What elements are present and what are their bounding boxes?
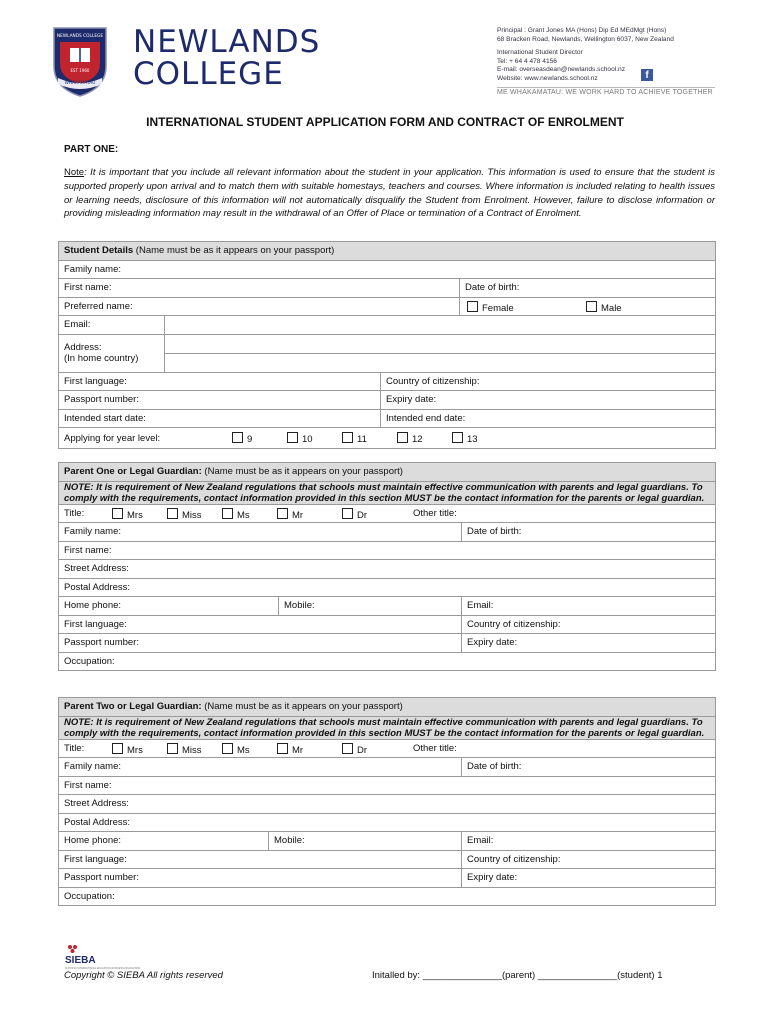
parent-two-table (58, 697, 716, 906)
address-line: 68 Bracken Road, Newlands, Wellington 6037, New Zealand (497, 35, 674, 43)
student-address-line-1[interactable] (165, 334, 716, 353)
parent-one-miss-checkbox[interactable] (167, 508, 178, 519)
female-checkbox[interactable] (467, 301, 478, 312)
parent-one-occupation-field[interactable]: Occupation: (59, 652, 716, 671)
form-title: INTERNATIONAL STUDENT APPLICATION FORM AND CONTRACT OF ENROLMENT (146, 115, 624, 129)
intro-note (64, 166, 715, 221)
parent-one-mr-checkbox[interactable] (277, 508, 288, 519)
year-level-row: Applying for year level: 9 10 11 12 13 (59, 428, 716, 449)
svg-text:EST 1960: EST 1960 (70, 68, 90, 73)
student-expiry-field[interactable]: Expiry date: (381, 391, 716, 410)
student-first-language-field[interactable]: First language: (59, 372, 381, 391)
gender-options: Female Male (460, 297, 716, 316)
website-line: Website: www.newlands.school.nz (497, 74, 598, 82)
parent-one-street-field[interactable]: Street Address: (59, 560, 716, 579)
student-email-field[interactable] (165, 316, 716, 335)
parent-two-other-title[interactable]: Other title: (413, 742, 457, 754)
parent-two-email-field[interactable]: Email: (462, 832, 716, 851)
parent-one-dr-checkbox[interactable] (342, 508, 353, 519)
student-family-name-field[interactable]: Family name: (59, 260, 716, 279)
student-preferred-name-field[interactable]: Preferred name: (59, 297, 460, 316)
school-name-line-2: COLLEGE (133, 56, 284, 92)
svg-text:SCHOOLS INTERNATIONAL EDUCATIO: SCHOOLS INTERNATIONAL EDUCATION BUSINESS ASSOCIATION (65, 967, 141, 970)
parent-two-miss-checkbox[interactable] (167, 743, 178, 754)
parent-one-note: NOTE: It is requirement of New Zealand regulations that schools must maintain effective communication with parents and legal guardians. To comply with the requirements, contact information provided in this section MUST be the contact information for the parents or legal guardian. (59, 481, 716, 504)
parent-two-section-header: Parent Two or Legal Guardian: (Name must be as it appears on your passport) (59, 698, 716, 717)
parent-one-other-title[interactable]: Other title: (413, 507, 457, 519)
school-name (133, 26, 320, 90)
parent-two-family-name-field[interactable]: Family name: (59, 758, 462, 777)
student-address-line-2[interactable] (165, 353, 716, 372)
year-12-checkbox[interactable] (397, 432, 408, 443)
parent-two-street-field[interactable]: Street Address: (59, 795, 716, 814)
parent-two-title-row: Title: Mrs Miss Ms Mr Dr Other title: (59, 739, 716, 758)
part-heading: PART ONE: (64, 144, 119, 155)
copyright-text: Copyright © SIEBA All rights reserved (64, 970, 223, 981)
svg-text:NEWLANDS COLLEGE: NEWLANDS COLLEGE (56, 34, 104, 39)
parent-one-ms-checkbox[interactable] (222, 508, 233, 519)
student-details-table (58, 241, 716, 449)
parent-one-citizenship-field[interactable]: Country of citizenship: (462, 615, 716, 634)
school-motto: ME WHAKAMATAU: WE WORK HARD TO ACHIEVE TOGETHER (497, 87, 715, 96)
year-9-checkbox[interactable] (232, 432, 243, 443)
student-section-header: Student Details (Name must be as it appears on your passport) (59, 242, 716, 261)
sieba-logo (64, 944, 144, 970)
year-11-checkbox[interactable] (342, 432, 353, 443)
parent-two-passport-field[interactable]: Passport number: (59, 869, 462, 888)
year-13-checkbox[interactable] (452, 432, 463, 443)
email-line: E-mail: overseasdean@newlands.school.nz (497, 66, 626, 74)
parent-two-dr-checkbox[interactable] (342, 743, 353, 754)
parent-one-title-row: Title: Mrs Miss Ms Mr Dr Other title: (59, 504, 716, 523)
parent-one-home-phone-field[interactable]: Home phone: (59, 597, 279, 616)
parent-two-first-name-field[interactable]: First name: (59, 776, 716, 795)
college-crest-logo (52, 26, 108, 98)
svg-text:WHAKAMATAU: WHAKAMATAU (64, 81, 96, 86)
initialled-by-line[interactable]: Initalled by: _______________(parent) _______________(student) 1 (372, 970, 663, 981)
parent-one-expiry-field[interactable]: Expiry date: (462, 634, 716, 653)
student-citizenship-field[interactable]: Country of citizenship: (381, 372, 716, 391)
parent-one-first-name-field[interactable]: First name: (59, 541, 716, 560)
parent-two-note: NOTE: It is requirement of New Zealand regulations that schools must maintain effective communication with parents and legal guardians. To comply with the requirements, contact information provided in this section MUST be the contact information for the parents or legal guardian. (59, 716, 716, 739)
parent-two-citizenship-field[interactable]: Country of citizenship: (462, 850, 716, 869)
note-label: Note (64, 167, 85, 178)
parent-one-mrs-checkbox[interactable] (112, 508, 123, 519)
student-dob-field[interactable]: Date of birth: (460, 279, 716, 298)
parent-one-table (58, 462, 716, 671)
parent-two-occupation-field[interactable]: Occupation: (59, 887, 716, 906)
parent-two-expiry-field[interactable]: Expiry date: (462, 869, 716, 888)
director-line: International Student Director (497, 49, 583, 57)
student-address-label: Address: (In home country) (59, 334, 165, 372)
parent-two-mobile-field[interactable]: Mobile: (269, 832, 462, 851)
parent-one-section-header: Parent One or Legal Guardian: (Name must be as it appears on your passport) (59, 463, 716, 482)
parent-one-first-language-field[interactable]: First language: (59, 615, 462, 634)
parent-one-postal-field[interactable]: Postal Address: (59, 578, 716, 597)
parent-two-home-phone-field[interactable]: Home phone: (59, 832, 269, 851)
year-10-checkbox[interactable] (287, 432, 298, 443)
parent-one-passport-field[interactable]: Passport number: (59, 634, 462, 653)
parent-two-mr-checkbox[interactable] (277, 743, 288, 754)
parent-two-first-language-field[interactable]: First language: (59, 850, 462, 869)
student-start-date-field[interactable]: Intended start date: (59, 409, 381, 428)
parent-two-postal-field[interactable]: Postal Address: (59, 813, 716, 832)
note-text: : It is important that you include all relevant information about the student in your application. This information is used to ensure that the student is supported properly upon arrival and to match them with suitable homestays, teachers and courses. Where information is included relating to health issues or learning needs, disclosure of this information will not automatically disqualify the Student from Enrolment. However, failure to disclose information or providing misleading information may result in the withdrawal of an Offer of Place or termination of a Contract of Enrolment. (64, 167, 715, 220)
parent-two-ms-checkbox[interactable] (222, 743, 233, 754)
school-name-line-1: NEWLANDS (133, 24, 321, 60)
svg-text:SIEBA: SIEBA (65, 955, 96, 966)
parent-one-dob-field[interactable]: Date of birth: (462, 523, 716, 542)
facebook-icon[interactable]: f (641, 69, 653, 81)
student-first-name-field[interactable]: First name: (59, 279, 460, 298)
male-checkbox[interactable] (586, 301, 597, 312)
student-end-date-field[interactable]: Intended end date: (381, 409, 716, 428)
phone-line: Tel: + 64 4 478 4156 (497, 57, 557, 65)
parent-one-mobile-field[interactable]: Mobile: (279, 597, 462, 616)
principal-line: Principal : Grant Jones MA (Hons) Dip Ed MEdMgt (Hons) (497, 27, 667, 34)
parent-two-mrs-checkbox[interactable] (112, 743, 123, 754)
student-email-label: Email: (59, 316, 165, 335)
parent-one-email-field[interactable]: Email: (462, 597, 716, 616)
parent-two-dob-field[interactable]: Date of birth: (462, 758, 716, 777)
parent-one-family-name-field[interactable]: Family name: (59, 523, 462, 542)
student-passport-field[interactable]: Passport number: (59, 391, 381, 410)
